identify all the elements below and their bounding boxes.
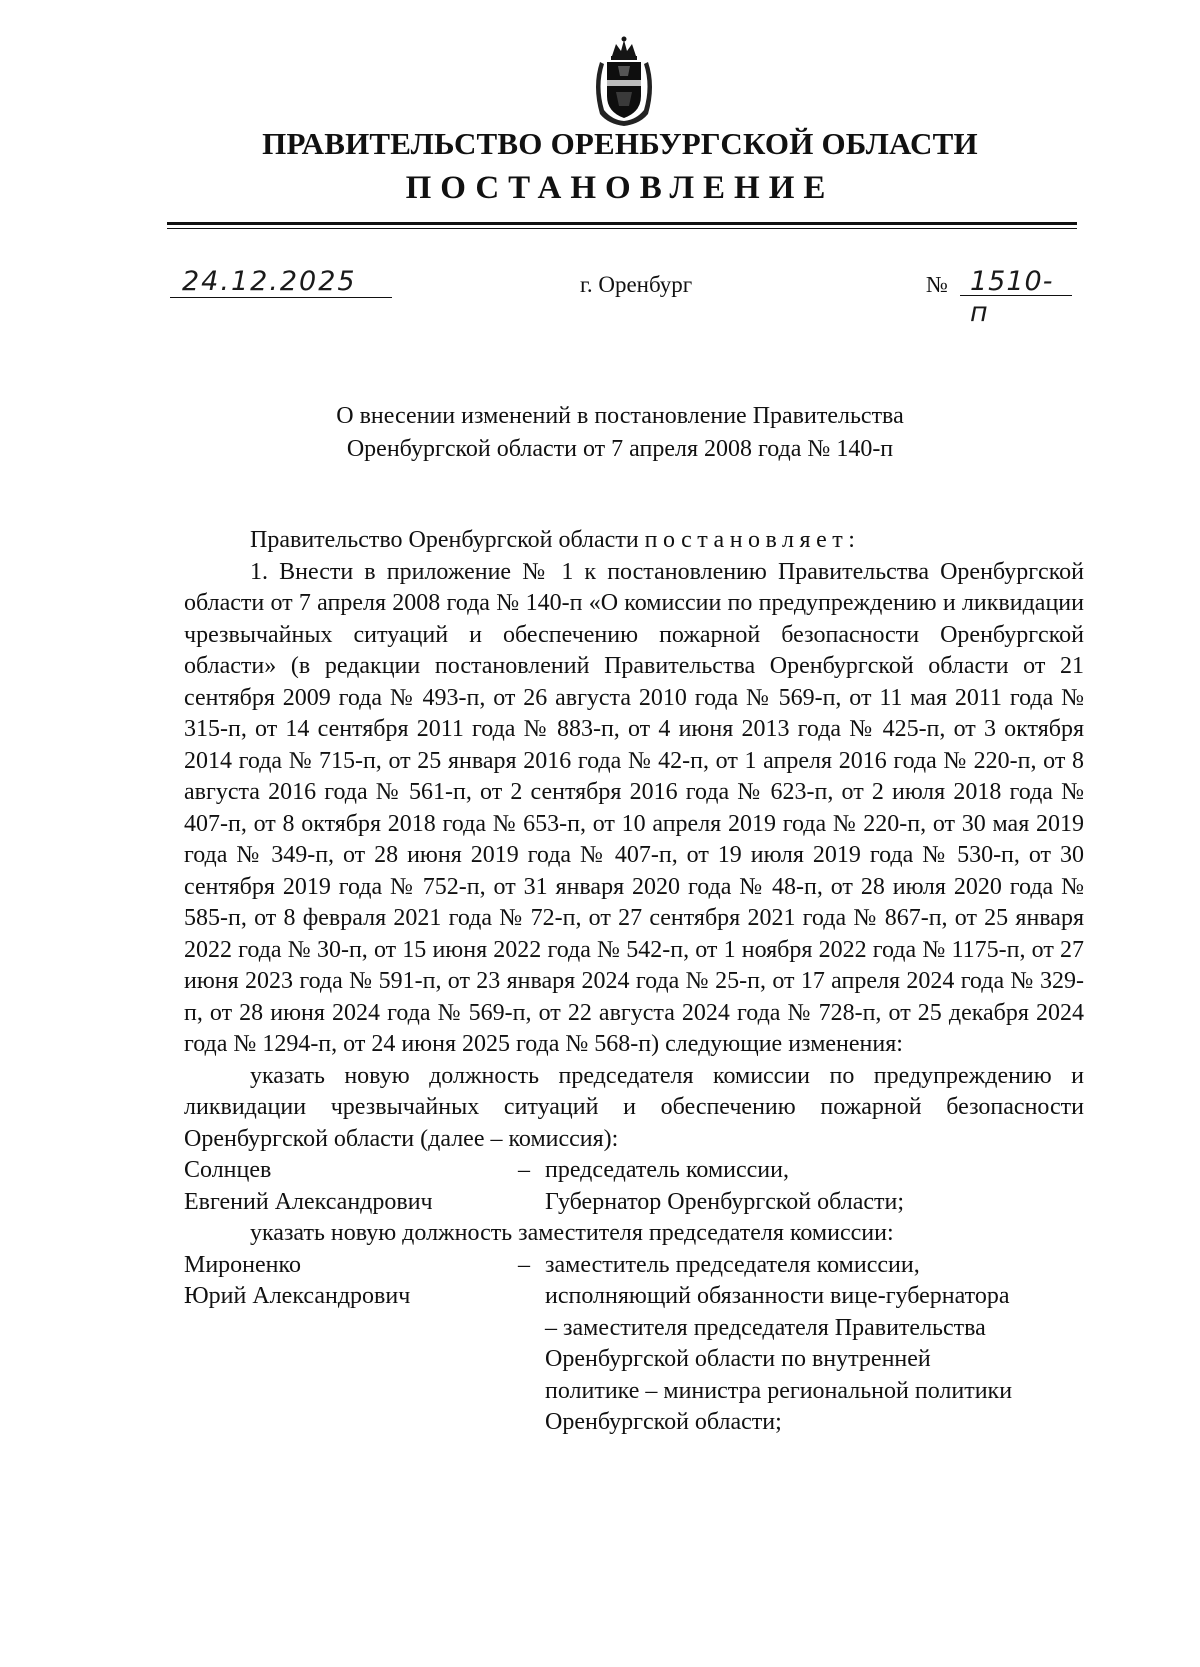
- entry-dash: –: [518, 1157, 530, 1183]
- member-position: [545, 1155, 1084, 1218]
- member-entry-deputy: [184, 1250, 1084, 1439]
- member-entry-chairman: [184, 1155, 1084, 1218]
- entry-dash: –: [518, 1251, 530, 1278]
- preamble: [184, 525, 1084, 557]
- preamble-lead: Правительство Оренбургской области: [250, 527, 645, 553]
- document-type: ПОСТАНОВЛЕНИЕ: [405, 170, 835, 206]
- member-given-names: Евгений Александрович: [184, 1188, 433, 1215]
- document-body: [184, 525, 1084, 1439]
- preamble-keyword: постановляет: [644, 527, 849, 553]
- coat-of-arms-icon: [588, 36, 660, 128]
- document-city: г. Оренбург: [580, 272, 693, 297]
- position-line-1: председатель комиссии,: [545, 1157, 789, 1183]
- member-surname: Мироненко: [184, 1251, 301, 1278]
- document-subject: [250, 400, 990, 466]
- document-date: 24.12.2025: [170, 266, 392, 298]
- header-rule-thin: [167, 228, 1077, 229]
- member-given-names: Юрий Александрович: [184, 1283, 411, 1309]
- paragraph-1: 1. Внести в приложение № 1 к постановлению Правительства Оренбургской области от 7 апреля 2008 года № 140-п «О комиссии по предупреждению и ликвидации чрезвычайных ситуаций и обеспечению пожарной безопасности Оренбургской области» (в редакции постановлений Правительства Оренбургской области от 21 сентября 2009 года № 493-п, от 26 августа 2010 года № 569-п, от 11 мая 2011 года № 315-п, от 14 сентября 2011 года № 883-п, от 4 июня 2013 года № 425-п, от 3 октября 2014 года № 715-п, от 25 января 2016 года № 42-п, от 1 апреля 2016 года № 220-п, от 8 августа 2016 года № 561-п, от 2 сентября 2016 года № 623-п, от 2 июля 2018 года № 407-п, от 8 октября 2018 года № 653-п, от 10 апреля 2019 года № 220-п, от 30 мая 2019 года № 349-п, от 28 июня 2019 года № 407-п, от 19 июля 2019 года № 530-п, от 30 сентября 2019 года № 752-п, от 31 января 2020 года № 48-п, от 28 июля 2020 года № 585-п, от 8 февраля 2021 года № 72-п, от 27 сентября 2021 года № 867-п, от 25 января 2022 года № 30-п, от 15 июня 2022 года № 542-п, от 1 ноября 2022 года № 1175-п, от 27 июня 2023 года № 591-п, от 23 января 2024 года № 25-п, от 17 апреля 2024 года № 329-п, от 28 июня 2024 года № 569-п, от 22 августа 2024 года № 728-п, от 25 декабря 2024 года № 1294-п, от 24 июня 2025 года № 568-п) следующие изменения:: [184, 558, 1084, 1057]
- instruction-2: указать новую должность заместителя председателя комиссии:: [250, 1220, 894, 1246]
- member-name: [184, 1250, 518, 1439]
- preamble-colon: :: [848, 527, 855, 553]
- organization-name: ПРАВИТЕЛЬСТВО ОРЕНБУРГСКОЙ ОБЛАСТИ: [262, 126, 978, 161]
- header-rule-thick: [167, 222, 1077, 225]
- subject-line-2: Оренбургской области от 7 апреля 2008 года № 140-п: [346, 436, 894, 462]
- position-line-2: Губернатор Оренбургской области;: [545, 1188, 905, 1215]
- document-number-label: №: [926, 272, 948, 297]
- member-name: [184, 1155, 518, 1218]
- subject-line-1: О внесении изменений в постановление Правительства: [336, 403, 904, 429]
- member-surname: Солнцев: [184, 1157, 272, 1183]
- document-number-block: [926, 266, 1076, 328]
- document-number: 1510-п: [960, 266, 1072, 296]
- instruction-1: указать новую должность председателя комиссии по предупреждению и ликвидации чрезвычайных ситуаций и обеспечению пожарной безопасности Оренбургской области (далее – комиссия):: [184, 1062, 1084, 1152]
- member-position: заместитель председателя комиссии, исполняющий обязанности вице-губернатора – заместителя председателя Правительства Оренбургской области по внутренней политике – министра региональной политики Оренбургской области;: [545, 1251, 1013, 1435]
